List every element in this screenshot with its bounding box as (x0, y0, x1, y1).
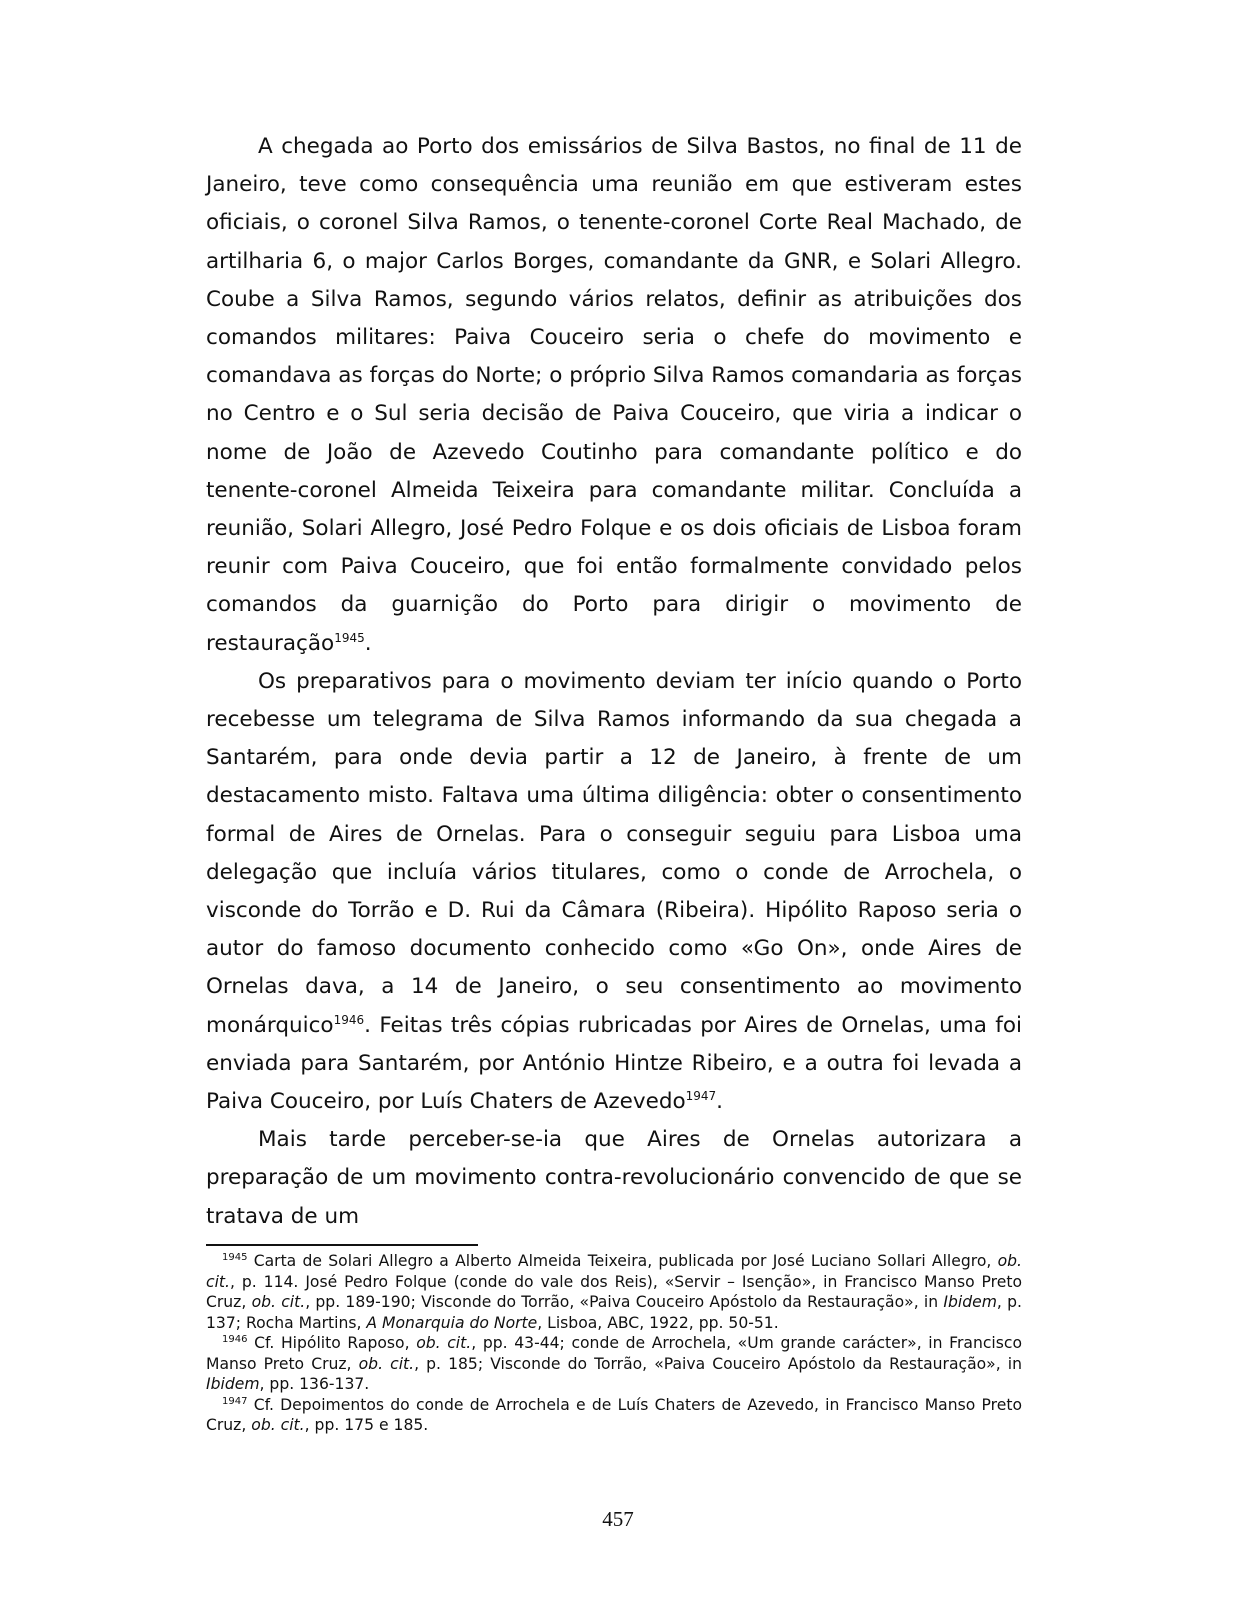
footnote-italic: Ibidem (943, 1293, 997, 1311)
footnote-separator (206, 1244, 478, 1246)
footnote-italic: ob. cit. (358, 1354, 415, 1373)
footnote-text: Cf. Hipólito Raposo, (247, 1334, 417, 1352)
footnote-ref-1946[interactable]: 1946 (333, 1012, 365, 1027)
paragraph-1 (206, 128, 1022, 663)
footnote-italic: ob. cit. (416, 1334, 472, 1352)
footnote-ref-1945[interactable]: 1945 (334, 630, 365, 645)
footnote-text: , Lisboa, ABC, 1922, pp. 50-51. (537, 1313, 779, 1332)
footnote-italic: Ibidem (206, 1375, 260, 1393)
footnote-1945 (206, 1251, 1022, 1333)
footnote-text: , pp. 175 e 185. (304, 1416, 429, 1434)
paragraph-1-text: A chegada ao Porto dos emissários de Silva Bastos, no final de 11 de Janeiro, teve como consequência uma reunião em que estiveram estes oficiais, o coronel Silva Ramos, o tenente-coronel Corte Real Machado, de artilharia 6, o major Carlos Borges, comandante da GNR, e Solari Allegro. Coube a Silva Ramos, segundo vários relatos, definir as atribuições dos comandos militares: Paiva Couceiro seria o chefe do movimento e comandava as forças do Norte; o próprio Silva Ramos comandaria as forças no Centro e o Sul seria decisão de Paiva Couceiro, que viria a indicar o nome de João de Azevedo Coutinho para comandante político e do tenente-coronel Almeida Teixeira para comandante militar. Concluída a reunião, Solari Allegro, José Pedro Folque e os dois oficiais de Lisboa foram reunir com Paiva Couceiro, que foi então formalmente convidado pelos comandos da guarnição do Porto para dirigir o movimento de restauração (206, 134, 1022, 656)
footnote-1946 (206, 1333, 1022, 1395)
footnote-italic: ob. cit. (251, 1416, 305, 1434)
paragraph-2-end: . (716, 1089, 724, 1115)
paragraph-2 (206, 663, 1022, 1121)
footnote-text: , pp. 43-44; conde de Arrochela, «Um grande carácter», in Francisco Manso Preto Cruz, (206, 1334, 1022, 1373)
footnote-text: Cf. Depoimentos do conde de Arrochela e de Luís Chaters de Azevedo, in Francisco Manso Preto Cruz, (206, 1395, 1022, 1434)
paragraph-3 (206, 1121, 1022, 1236)
footnote-text: , pp. 136-137. (259, 1375, 370, 1393)
footnote-text: , p. 114. José Pedro Folque (conde do vale dos Reis), «Servir – Isenção», in Francisco Manso Preto Cruz, (206, 1272, 1022, 1311)
footnote-text: , pp. 189-190; Visconde do Torrão, «Paiva Couceiro Apóstolo da Restauração», in (305, 1293, 944, 1311)
footnote-italic: ob. cit. (251, 1293, 306, 1311)
footnote-number: 1947 (222, 1395, 248, 1407)
paragraph-3-text: Mais tarde perceber-se-ia que Aires de Ornelas autorizara a preparação de um movimento contra-revolucionário convencido de que se tratava de um (206, 1127, 1022, 1229)
footnote-text: , p. 137; Rocha Martins, (206, 1293, 1022, 1332)
footnote-ref-1947[interactable]: 1947 (685, 1088, 717, 1103)
footnotes (206, 1251, 1022, 1436)
paragraph-1-end: . (364, 630, 372, 656)
paragraph-2-text-b: . Feitas três cópias rubricadas por Aires de Ornelas, uma foi enviada para Santarém, por António Hintze Ribeiro, e a outra foi levada a Paiva Couceiro, por Luís Chaters de Azevedo (206, 1012, 1022, 1115)
footnote-text: , p. 185; Visconde do Torrão, «Paiva Couceiro Apóstolo da Restauração», in (414, 1354, 1022, 1373)
footnote-1947 (206, 1395, 1022, 1436)
page-number: 457 (602, 1507, 634, 1531)
footnote-italic: ob. cit. (206, 1252, 1022, 1291)
footnote-number: 1946 (222, 1333, 248, 1345)
footnote-text: Carta de Solari Allegro a Alberto Almeida Teixeira, publicada por José Luciano Sollari Allegro, (247, 1252, 998, 1270)
footnote-italic: A Monarquia do Norte (366, 1313, 538, 1332)
paragraph-2-text-a: Os preparativos para o movimento deviam ter início quando o Porto recebesse um telegrama de Silva Ramos informando da sua chegada a Santarém, para onde devia partir a 12 de Janeiro, à frente de um destacamento misto. Faltava uma última diligência: obter o consentimento formal de Aires de Ornelas. Para o conseguir seguiu para Lisboa uma delegação que incluía vários titulares, como o conde de Arrochela, o visconde do Torrão e D. Rui da Câmara (Ribeira). Hipólito Raposo seria o autor do famoso documento conhecido como «Go On», onde Aires de Ornelas dava, a 14 de Janeiro, o seu consentimento ao movimento monárquico (206, 668, 1022, 1038)
body-text (206, 128, 1022, 1236)
footnote-number: 1945 (222, 1251, 248, 1263)
